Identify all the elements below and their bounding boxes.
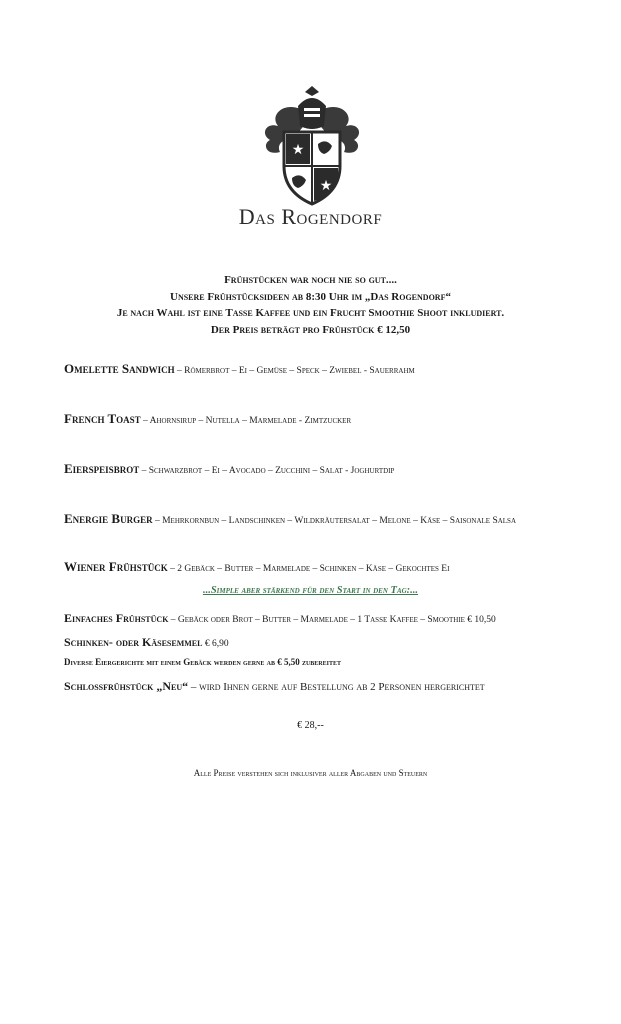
intro-block (0, 272, 621, 338)
item-name: Schlossfrühstück „Neu“ (64, 679, 189, 693)
item-desc: – Ahornsirup – Nutella – Marmelade - Zimtzucker (140, 416, 352, 426)
item-name: Omelette Sandwich (64, 361, 175, 376)
item-desc: – wird Ihnen gerne auf Bestellung ab 2 Personen hergerichtet (188, 681, 485, 693)
item-name: Energie Burger (64, 511, 153, 526)
item-desc: – Gebäck oder Brot – Butter – Marmelade – 1 Tasse Kaffee – Smoothie € 10,50 (168, 615, 496, 625)
menu-item-omelette (64, 360, 584, 378)
svg-text:★: ★ (291, 142, 305, 158)
item-name: Wiener Frühstück (64, 559, 168, 574)
svg-text:★: ★ (319, 178, 333, 194)
menu-item-french-toast (64, 410, 584, 428)
brand-name: Das Rogendorf (238, 204, 383, 229)
intro-line: Der Preis beträgt pro Frühstück € 12,50 (210, 323, 411, 336)
castle-price: € 28,-- (297, 720, 324, 731)
item-desc: – Römerbrot – Ei – Gemüse – Speck – Zwiebel - Sauerrahm (174, 366, 415, 376)
footer-note: Alle Preise verstehen sich inklusiver aller Abgaben und Steuern (193, 768, 428, 778)
item-name: Einfaches Frühstück (64, 611, 169, 625)
menu-item-eierspeisbrot (64, 460, 584, 478)
eggs-note: Diverse Eiergerichte mit einem Gebäck werden gerne ab € 5,50 zubereitet (64, 657, 341, 667)
item-name: French Toast (64, 411, 141, 426)
item-name: Schinken- oder Käsesemmel (64, 635, 203, 649)
item-desc: € 6,90 (202, 639, 229, 649)
item-name: Eierspeisbrot (64, 461, 140, 476)
menu-item-einfaches-fruehstueck (64, 609, 584, 627)
menu-item-energie-burger (64, 510, 584, 528)
intro-line: Je nach Wahl ist eine Tasse Kaffee und ein Frucht Smoothie Shoot inkludiert. (116, 307, 505, 319)
item-desc: – Schwarzbrot – Ei – Avocado – Zucchini – Salat - Joghurtdip (139, 466, 395, 476)
menu-item-semmel (64, 633, 584, 651)
coat-of-arms-logo (258, 86, 366, 206)
item-desc: – Mehrkornbun – Landschinken – Wildkräutersalat – Melone – Käse – Saisonale Salsa (152, 516, 517, 526)
item-desc: – 2 Gebäck – Butter – Marmelade – Schinken – Käse – Gekochtes Ei (167, 564, 450, 574)
intro-line: Frühstücken war noch nie so gut.... (224, 274, 397, 286)
menu-item-schlossfruehstueck (64, 678, 564, 696)
section-subtitle: ...Simple aber stärkend für den Start in den Tag:... (202, 585, 419, 596)
intro-line: Unsere Frühstücksideen ab 8:30 Uhr im „Das Rogendorf“ (170, 290, 451, 303)
menu-item-wiener-fruehstueck (64, 558, 584, 576)
